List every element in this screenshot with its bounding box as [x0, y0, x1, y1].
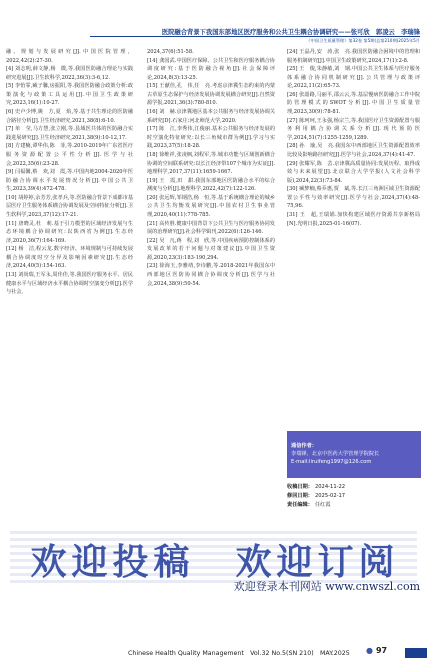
contact-email: E-mail:liruifeng1997@126.com: [291, 459, 372, 465]
reference-entry: [13] 刘尚瑞,王军永,周佳佳,等.我国医疗服务水平、居民健康水平与区域经济水平耦合协调时空演变分析[J].医学与社会,: [6, 272, 133, 296]
footer-accent-bar: [405, 648, 427, 658]
reference-entry: 融、规划与发展研究[J].中国医院管理，2022,42(2):27-30.: [6, 49, 133, 64]
references-column-3: [287, 48, 420, 408]
references-column-2: [147, 48, 275, 288]
banner-headline: 欢迎投稿 欢迎订阅: [30, 542, 400, 583]
reference-entry: [10] 胡婷婷,余芳芳,张孝兵,等.医防融合背景下成都市基层医疗卫生服务体系耦合协调发展及空间特征分析[J].卫生软科学,2023,37(12):17-21.: [6, 194, 133, 218]
reference-entry: [20] 张远辉,邹钢浩,杨 恒,等.基于系统耦合理论的城乡公共卫生均衡发展研究[J].中国农村卫生事业管理,2020,40(11):778-785.: [147, 194, 275, 218]
reference-entry: [11] 唐晓灵,杜 莉.基于引力模型的区域经济发展与生态环境耦合协调研究:以陕西省为例[J].生态经济,2020,36(7):164-169.: [6, 220, 133, 244]
editor-label: 责任编辑：: [287, 502, 313, 508]
corresponding-author-box: [287, 431, 421, 478]
page-number-block: [366, 646, 387, 655]
contact-label: 通信作者：: [291, 443, 317, 449]
reference-entry: [14] 龚国武.中国医疗保障、公共卫生和医疗服务耦合协调度研究:基于医防融合视角[J].社会保障评论,2024,8(3):13-25.: [147, 57, 275, 81]
reference-entry: [28] 孙 瑜,吴 亮.我国东中西部地区卫生资源配置效率比较及影响路径研究[J].医学与社会,2024,37(4):41-47.: [287, 143, 420, 158]
reference-entry: [18] 徐维祥,张凌枫,刘程军,等.城市功能与区域创新耦合协调的空间联系研究:以长江经济带107个城市为实证[J].地理科学,2017,37(11):1659-1667.: [147, 151, 275, 176]
revised-date: 2025-02-17: [314, 493, 346, 499]
reference-entry: [23] 徐海玉,李雅靖,李诗鹏,等.2018-2021年我国东中西部地区医防协同耦合协调度分析[J].医学与社会,2024,38(9):50-54.: [147, 263, 275, 287]
received-label: 收稿日期：: [287, 484, 313, 490]
references-column-1: [6, 48, 133, 297]
contact-name: 李瑞锋，北京中医药大学管理学院院长: [291, 451, 380, 457]
reference-entry: 2024,37(6):51-58.: [147, 49, 194, 55]
reference-entry: [25] 王 俊,朱静敏,刘 钢.中国公共卫生体系与医疗服务体系融合协同机制研究[J].公共管理与政策评论,2022,11(2):65-73.: [287, 66, 420, 90]
reference-entry: [26] 张韶路,马丽平,邵云云,等.基层慢病医防融合工作中院防管理模式的SWOT分析[J].中国卫生质量管理,2023,30(9):78-81.: [287, 91, 420, 116]
reference-entry: [12] 杨 洁,程云龙.数字经济、环境规制与可持续发展耦合协调度时空分异及影响因素研究[J].生态经济,2024,40(5):154-163.: [6, 246, 133, 270]
reference-entry: [19] 王 霞,田 甜.我国东部地区医防融合水平的综合测度与分析[J].地理科学,2022,42(7):122-126.: [147, 177, 275, 193]
reference-entry: [22] 吴 凡,蒋 程,刘 欣,等.中国疾病预防控制体系的发展改革的若干问题与对策建议[J].中国卫生资源,2020,23(3):183-190,294.: [147, 237, 275, 261]
reference-entry: [17] 陈 江,李秀伟,江俊丽.基本公共服务与经济发展的时空演化特征研究:以长三角城市群为例[J].学习与实践,2023,37(5):18-28.: [147, 126, 275, 150]
received-date: 2024-11-22: [314, 484, 346, 490]
page-header: [0, 0, 427, 46]
reference-entry: [30] 臧梦楠,蔡乔惠,贾 斌,等.长江三角洲区域卫生资源配置公平性与效率研究[J].医学与社会,2024,37(4):48-75,96.: [287, 186, 420, 210]
reference-entry: [7] 单 莹,马方慧,张立刚,等.县域医共体的医防融合实践进展研究[J].卫生经济研究,2021,38(9):10-12,17.: [6, 126, 133, 141]
footer-journal-info: Chinese Health Quality Management Vol.32 No.5(SN 210) MAY.2025: [128, 650, 350, 657]
running-title: 医院融合背景下我国东部地区医疗服务和公共卫生耦合协调研究——张可欣 郭凌云 李瑞锋: [161, 29, 420, 36]
article-dates: [287, 483, 421, 510]
reference-entry: [29] 张耀军,陈 芸.京津冀高质量协同:发展历程、取得成效与未来展望[J].北京联合大学学报(人文社会科学版),2024,22(3):73-84.: [287, 160, 420, 184]
reference-entry: [21] 高传胜.健康中国背景下公共卫生与医疗服务协同发展的治理研究[J].社会科学辑刊,2022(6):126-146.: [147, 220, 275, 236]
journal-citation-line: 《中国卫生质量管理》第32卷 第5期(总第210期)2025年5月: [306, 38, 420, 43]
reference-entry: [15] 王献佳,孔 伟,任 亮.考虑京津冀生态约束的内蒙古草原生态保护与经济发展协调发展耦合研究[J].自然资源学报,2021,36(3):780-810.: [147, 83, 275, 107]
page-number: 97: [375, 646, 388, 655]
reference-entry: [16] 刘 赫.京津冀地区基本公共服务与经济发展协调关系研究[D].石家庄:河北师范大学,2020.: [147, 109, 275, 124]
revised-label: 修回日期：: [287, 493, 313, 499]
header-rule: [90, 36, 420, 37]
promo-banner: [0, 522, 427, 622]
reference-entry: [9] 闫福馨,蔡 欢,刘 霞,等.中国内地2004-2020年医防融合协调水平发展情况分析[J].中国公共卫生,2023,39(4):472-478.: [6, 169, 133, 193]
banner-website: 欢迎登录本刊网站 www.cnwszl.com: [233, 580, 420, 593]
bullet-icon: ●: [366, 646, 373, 655]
reference-entry: [24] 王晶丹,安 涛,张 亮.我国医防融合困境中的管理和服务机制研究[J].中国卫生政策研究,2024,17(1):2-8.: [287, 49, 420, 64]
reference-entry: [8] 方建楠,谭华伟,陈 菲,等.2010-2019年广东省医疗服务资源配置公平性分析[J].医学与社会,2022,35(6):23-28.: [6, 143, 133, 167]
editor-name: 任红霞: [314, 502, 331, 508]
reference-entry: [31] 王 超,王瑞娟.加快构建区域医疗资源共享新格局[N].光明日报,2025-01-16(07).: [287, 211, 420, 227]
reference-entry: [4] 刘志明,薛文静,杨 微,等.我国医防融合理论与实践研究进展[J].卫生软科学,2022,36(3):3-6,12.: [6, 66, 133, 81]
page-footer: [0, 638, 427, 668]
reference-entry: [6] 史卢少博,姚 方,夏 焰,等.基于共生理论的医防融合路径分析[J].卫生经济研究,2021,38(8):6-10.: [6, 109, 133, 124]
reference-entry: [5] 李怡霏,臧子馨,房振阳,等.我国医防融合政策分析:政策演化与政策工具运用[J].中国卫生政策研究,2023,16(1):10-27.: [6, 83, 133, 107]
reference-entry: [27] 陈珂珂,王永强,杨宗兰,等.我国医疗卫生资源配置与服务利用耦合协调关系分析[J].现代预防医学,2024,51(7):1255-1259,1289.: [287, 117, 420, 141]
